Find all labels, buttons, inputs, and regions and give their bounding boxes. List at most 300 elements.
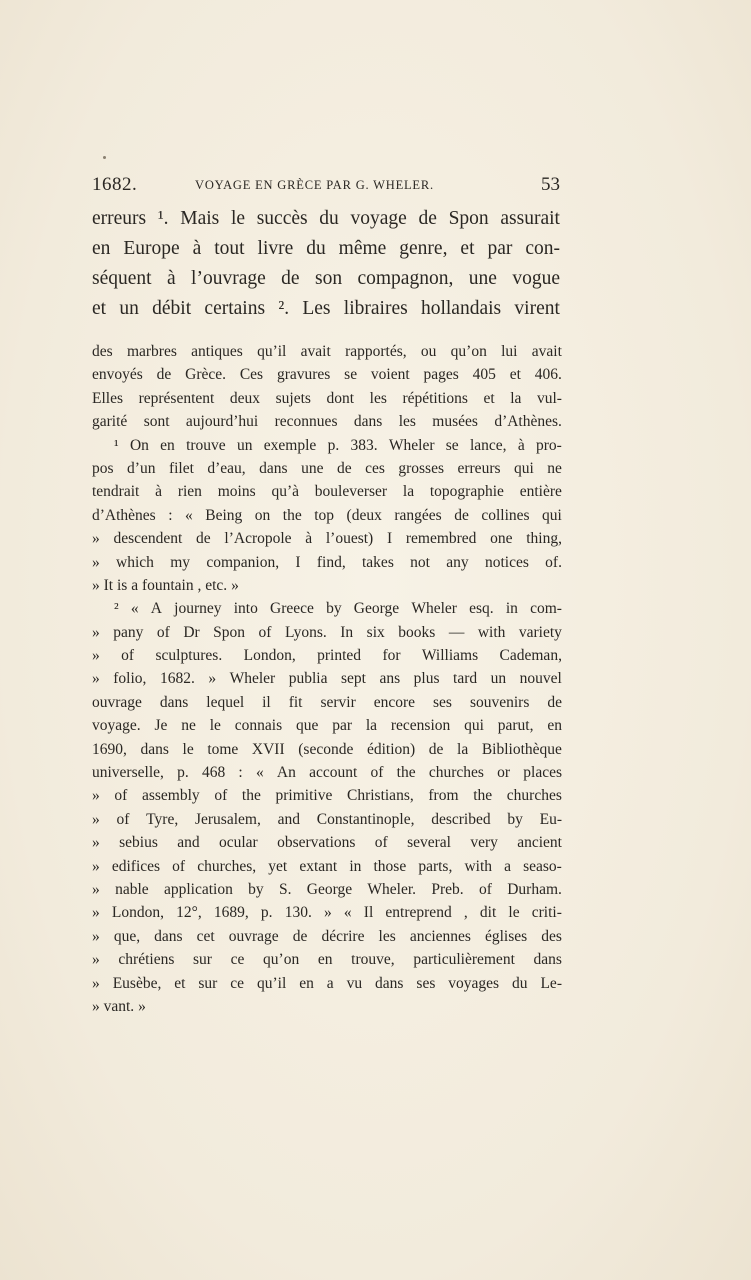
word: ne [181, 717, 196, 735]
word: ce [230, 974, 245, 992]
word: répétitions [402, 389, 468, 407]
word: notices [484, 553, 529, 571]
word: débit [152, 298, 192, 319]
word: voyage [350, 208, 407, 229]
word: rangées [394, 506, 442, 524]
word: libraires [343, 298, 408, 319]
footnote-line [92, 691, 562, 714]
word: ces [365, 459, 385, 477]
word: lance, [469, 436, 507, 454]
word: remembred [405, 530, 477, 548]
word: particulièrement [413, 951, 515, 969]
word: the [282, 506, 302, 524]
word: » [92, 834, 100, 852]
word: sept [340, 670, 366, 688]
word: of [478, 880, 492, 898]
word: antiques [191, 343, 243, 360]
footnote-line [92, 972, 562, 995]
word: qui [514, 459, 534, 477]
word: churches [428, 764, 484, 782]
footnote-line [92, 995, 562, 1018]
word: p. [327, 436, 340, 454]
word: son [314, 268, 343, 289]
word: a [131, 576, 142, 594]
word: édition) [366, 740, 416, 758]
word: servir [320, 693, 356, 711]
word: con- [525, 238, 560, 259]
word: « [130, 600, 139, 618]
word: et [174, 974, 186, 992]
word: 1682. [159, 670, 195, 688]
word: Being [205, 506, 243, 524]
word: aujourd’hui [185, 413, 259, 431]
word: chrétiens [118, 951, 175, 969]
word: It [103, 576, 117, 594]
word: connais [234, 717, 283, 735]
word: p. [177, 764, 189, 782]
word: Europe [123, 238, 180, 259]
word: des [541, 927, 562, 945]
footnote-line [92, 808, 562, 831]
word: fit [288, 693, 303, 711]
word: Cademan, [499, 647, 562, 665]
word: qu’il [257, 343, 287, 360]
main-text-line [92, 294, 560, 324]
word: six [366, 623, 385, 641]
word: une [301, 459, 324, 477]
word: sculptures. [155, 647, 223, 665]
word: du [306, 238, 326, 259]
word: la [365, 717, 378, 735]
page-number: 53 [541, 174, 560, 195]
word: dont [326, 389, 355, 407]
footnote-line [92, 644, 562, 667]
word: : [168, 506, 173, 524]
word: by [507, 810, 523, 828]
word: virent [514, 298, 560, 319]
word: several [407, 834, 451, 852]
footnote-line [92, 363, 562, 386]
word: Tyre, [146, 810, 179, 828]
word: Le- [540, 974, 562, 992]
word: 12°, [176, 904, 202, 922]
word: On [129, 436, 149, 454]
word: rien [177, 483, 202, 501]
word: by [248, 880, 264, 898]
word: en [317, 951, 333, 969]
word: un [490, 670, 507, 688]
word: d’un [127, 459, 156, 477]
main-text-line [92, 234, 560, 264]
word: dans [353, 413, 383, 431]
word: Christians, [346, 787, 414, 805]
footnote-line [92, 855, 562, 878]
word: de [336, 459, 352, 477]
footnote-line [92, 784, 562, 807]
word: of [258, 623, 272, 641]
word: printed [317, 647, 362, 665]
word: » [92, 810, 100, 828]
word: marbres [126, 343, 177, 360]
word: de [418, 208, 437, 229]
word: » [92, 857, 100, 875]
word: de [196, 530, 211, 548]
word: » [323, 904, 332, 922]
word: of [214, 787, 228, 805]
word: of [156, 623, 170, 641]
word: le [209, 717, 221, 735]
word: tout [214, 238, 245, 259]
word: à [155, 483, 163, 501]
word: on [254, 506, 271, 524]
word: publia [288, 670, 328, 688]
main-text-line [92, 204, 560, 234]
word: esq. [469, 600, 494, 618]
word: » [231, 576, 239, 594]
word: de [156, 366, 172, 384]
word: journey [174, 600, 222, 618]
word: assembly [141, 787, 200, 805]
word: Les [302, 298, 331, 319]
word: my [170, 553, 191, 571]
word: un [119, 298, 139, 319]
word: ² [114, 600, 119, 618]
word: avait [531, 343, 562, 360]
word: dans [259, 459, 288, 477]
word: Grèce. [185, 366, 226, 384]
word: by [326, 600, 342, 618]
word: les [369, 389, 387, 407]
word: sont [143, 413, 170, 431]
word: dans [533, 951, 562, 969]
word: du [512, 974, 528, 992]
word: une [468, 268, 497, 289]
word: of [116, 810, 130, 828]
word: la [402, 483, 415, 501]
footnote-line [92, 901, 562, 924]
word: et [483, 389, 495, 407]
word: dit [479, 904, 497, 922]
word: ². [278, 298, 290, 319]
word: is [116, 576, 132, 594]
word: dans [375, 974, 404, 992]
word: and [177, 834, 200, 852]
main-text [92, 204, 560, 324]
word: gravures [276, 366, 331, 384]
word: parts, [418, 857, 453, 875]
word: erreurs [92, 208, 147, 229]
footnote-line [92, 738, 562, 761]
word: thing, [526, 530, 562, 548]
word: places [523, 764, 562, 782]
word: Je [154, 717, 168, 735]
word: en [547, 717, 562, 735]
word: I [386, 530, 393, 548]
word: not [410, 553, 430, 571]
word: folio, [113, 670, 147, 688]
word: ne [547, 459, 562, 477]
word: com- [530, 600, 562, 618]
word: » [92, 951, 100, 969]
word: encore [373, 693, 416, 711]
word: pos [92, 459, 114, 477]
word: qu’on [450, 343, 487, 360]
word: of [172, 857, 186, 875]
word: pro- [536, 436, 562, 454]
word: Lyons. [284, 623, 327, 641]
word: yet [268, 857, 288, 875]
word: account [309, 764, 358, 782]
word: « [343, 904, 352, 922]
word: pany [113, 623, 144, 641]
word: with [477, 623, 506, 641]
word: » [92, 904, 100, 922]
word: à [517, 436, 525, 454]
word: en [92, 238, 111, 259]
word: le [230, 208, 246, 229]
word: entière [519, 483, 562, 501]
running-title: VOYAGE EN GRÈCE PAR G. WHELER. [195, 178, 434, 192]
word: avait [300, 343, 331, 360]
word: Bibliothèque [481, 740, 562, 758]
word: criti- [531, 904, 562, 922]
word: (seconde [298, 740, 354, 758]
word: qu’à [271, 483, 299, 501]
word: Constantinople, [316, 810, 415, 828]
word: deux [229, 389, 261, 407]
word: tome [207, 740, 239, 758]
word: livre [257, 238, 294, 259]
word: ses [416, 974, 436, 992]
word: Wheler [388, 436, 435, 454]
word: hollandais [420, 298, 502, 319]
word: l’Acropole [224, 530, 292, 548]
word: George [353, 600, 400, 618]
word: I [295, 553, 301, 571]
word: par [332, 717, 352, 735]
word: d’eau, [207, 459, 246, 477]
footnote-line [92, 667, 562, 690]
word: 406. [534, 366, 562, 384]
word: » [92, 880, 100, 898]
word: ans [379, 670, 401, 688]
word: sur [193, 951, 212, 969]
word: la [510, 389, 522, 407]
word: l’ouvrage [191, 268, 266, 289]
footnote-line [92, 410, 562, 433]
word: A [150, 600, 162, 618]
word: 383. [350, 436, 378, 454]
word: » [92, 974, 100, 992]
word: l’ouest) [325, 530, 374, 548]
word: collines [481, 506, 530, 524]
word: voyages [448, 974, 500, 992]
footnote-line [92, 621, 562, 644]
word: 468 [201, 764, 226, 782]
word: rapportés, [345, 343, 407, 360]
word: voient [370, 366, 410, 384]
word: le [182, 740, 194, 758]
word: extant [299, 857, 338, 875]
word: reconnues [274, 413, 338, 431]
word: or [497, 764, 511, 782]
word: universelle, [92, 764, 164, 782]
word: churches, [197, 857, 257, 875]
word: voyage. [92, 717, 141, 735]
word: very [470, 834, 498, 852]
word: 1690, [92, 740, 127, 758]
footnotes [92, 340, 562, 1018]
word: garité [92, 413, 128, 431]
word: in [349, 857, 362, 875]
word: the [241, 787, 261, 805]
word: tard [453, 670, 478, 688]
word: vul- [537, 389, 562, 407]
footnote-line [92, 597, 562, 620]
word: un [236, 436, 253, 454]
word: for [382, 647, 401, 665]
word: , [463, 904, 468, 922]
word: dans [154, 927, 183, 945]
word: d’Athènes. [494, 413, 562, 431]
word: 130. [284, 904, 312, 922]
word: descendent [113, 530, 183, 548]
word: erreurs [457, 459, 501, 477]
word: que, [113, 927, 141, 945]
word: fountain [141, 576, 198, 594]
footnote-line [92, 761, 562, 784]
word: George [306, 880, 353, 898]
word: any [446, 553, 469, 571]
word: nouvel [519, 670, 562, 688]
word: In [340, 623, 354, 641]
word: sujets [275, 389, 311, 407]
word: Il [363, 904, 374, 922]
word: takes [362, 553, 394, 571]
word: application [163, 880, 233, 898]
word: — [448, 623, 465, 641]
word: par [487, 238, 513, 259]
word: Wheler. [367, 880, 417, 898]
word: a [504, 857, 511, 875]
word: trouve, [351, 951, 395, 969]
footnote-line [92, 714, 562, 737]
word: Greece [270, 600, 314, 618]
footnote-line [92, 387, 562, 410]
word: » [92, 997, 104, 1015]
word: Eusèbe, [112, 974, 162, 992]
word: vant. [103, 997, 139, 1015]
header-year: 1682. [92, 174, 138, 195]
word: se [445, 436, 459, 454]
word: ancient [517, 834, 562, 852]
word: Durham. [507, 880, 562, 898]
word: variety [518, 623, 562, 641]
word: books [398, 623, 436, 641]
word: à [166, 268, 176, 289]
word: moins [217, 483, 256, 501]
word: observations [277, 834, 356, 852]
word: with [464, 857, 492, 875]
word: succès [256, 208, 308, 229]
word: edifices [111, 857, 161, 875]
word: etc. [205, 576, 232, 594]
word: genre, [399, 238, 448, 259]
word: ou [420, 343, 437, 360]
word: qu’on [263, 951, 300, 969]
word: » [92, 576, 104, 594]
word: compagnon, [357, 268, 454, 289]
word: which [116, 553, 154, 571]
word: du [319, 208, 339, 229]
word: S. [278, 880, 292, 898]
word: dans [140, 740, 169, 758]
word: la [457, 740, 469, 758]
word: companion, [206, 553, 280, 571]
word: Dr [183, 623, 200, 641]
word: in [505, 600, 518, 618]
word: ouvrage [92, 693, 142, 711]
word: » [92, 787, 100, 805]
word: entreprend [385, 904, 452, 922]
word: 405 [472, 366, 496, 384]
word: from [428, 787, 459, 805]
word: en [160, 436, 175, 454]
word: trouve [186, 436, 226, 454]
word: sebius [119, 834, 158, 852]
word: décrire [321, 927, 365, 945]
word: exemple [263, 436, 317, 454]
word: Wheler [229, 670, 276, 688]
word: of [374, 834, 388, 852]
word: London, [111, 904, 164, 922]
word: parut, [497, 717, 534, 735]
word: » [92, 553, 100, 571]
word: lui [501, 343, 518, 360]
word: plus [413, 670, 440, 688]
footnote-line [92, 831, 562, 854]
word: of [114, 787, 128, 805]
main-text-line [92, 264, 560, 294]
word: London, [243, 647, 296, 665]
word: Spon [448, 208, 489, 229]
word: bouleverser [314, 483, 388, 501]
footnote-line [92, 574, 562, 597]
word: filet [168, 459, 194, 477]
word: » [92, 623, 100, 641]
word: de [281, 268, 300, 289]
footnote-line [92, 527, 562, 550]
word: dans [159, 693, 189, 711]
word: de [292, 927, 308, 945]
word: top [314, 506, 335, 524]
footnote-line [92, 551, 562, 574]
word: : [238, 764, 243, 782]
word: Wheler [411, 600, 457, 618]
footnote-line [92, 434, 562, 457]
footnote-line [92, 480, 562, 503]
word: Ces [239, 366, 264, 384]
word: qu’il [256, 974, 287, 992]
word: ouvrage [228, 927, 279, 945]
word: envoyés [92, 366, 143, 384]
word: of [121, 647, 135, 665]
word: » [92, 647, 100, 665]
word: a [326, 974, 334, 992]
word: que [295, 717, 319, 735]
footnote-line [92, 948, 562, 971]
word: anciennes [409, 927, 471, 945]
